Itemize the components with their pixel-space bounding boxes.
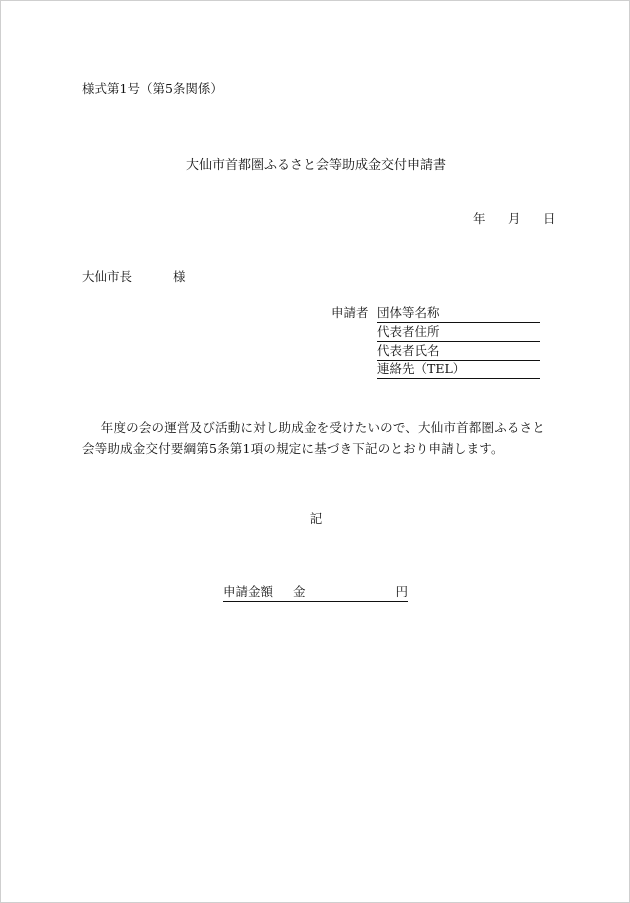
date-year-label: 年 — [473, 211, 486, 226]
ki-heading: 記 — [309, 511, 323, 526]
recipient-name: 大仙市長 — [82, 269, 133, 284]
amount-yen: 円 — [395, 584, 408, 599]
amount-kin: 金 — [293, 584, 306, 599]
contact-tel-field: 連絡先（TEL） — [377, 363, 540, 379]
organization-name-field: 団体等名称 — [377, 307, 540, 323]
amount-label: 申請金額 — [223, 584, 274, 599]
recipient-honorific: 様 — [173, 269, 186, 284]
representative-address-field: 代表者住所 — [377, 326, 540, 342]
date-month-label: 月 — [508, 211, 521, 226]
form-number: 様式第1号（第5条関係） — [82, 81, 223, 96]
representative-name-field: 代表者氏名 — [377, 345, 540, 361]
date-day-label: 日 — [543, 211, 556, 226]
applicant-label: 申請者 — [331, 305, 369, 320]
application-amount-line — [223, 586, 408, 602]
document-title: 大仙市首都圏ふるさと会等助成金交付申請書 — [185, 158, 446, 173]
application-statement: 年度の会の運営及び活動に対し助成金を受けたいので、大仙市首都圏ふるさと会等助成金交付要綱第5条第1項の規定に基づき下記のとおり申請します。 — [82, 420, 546, 456]
